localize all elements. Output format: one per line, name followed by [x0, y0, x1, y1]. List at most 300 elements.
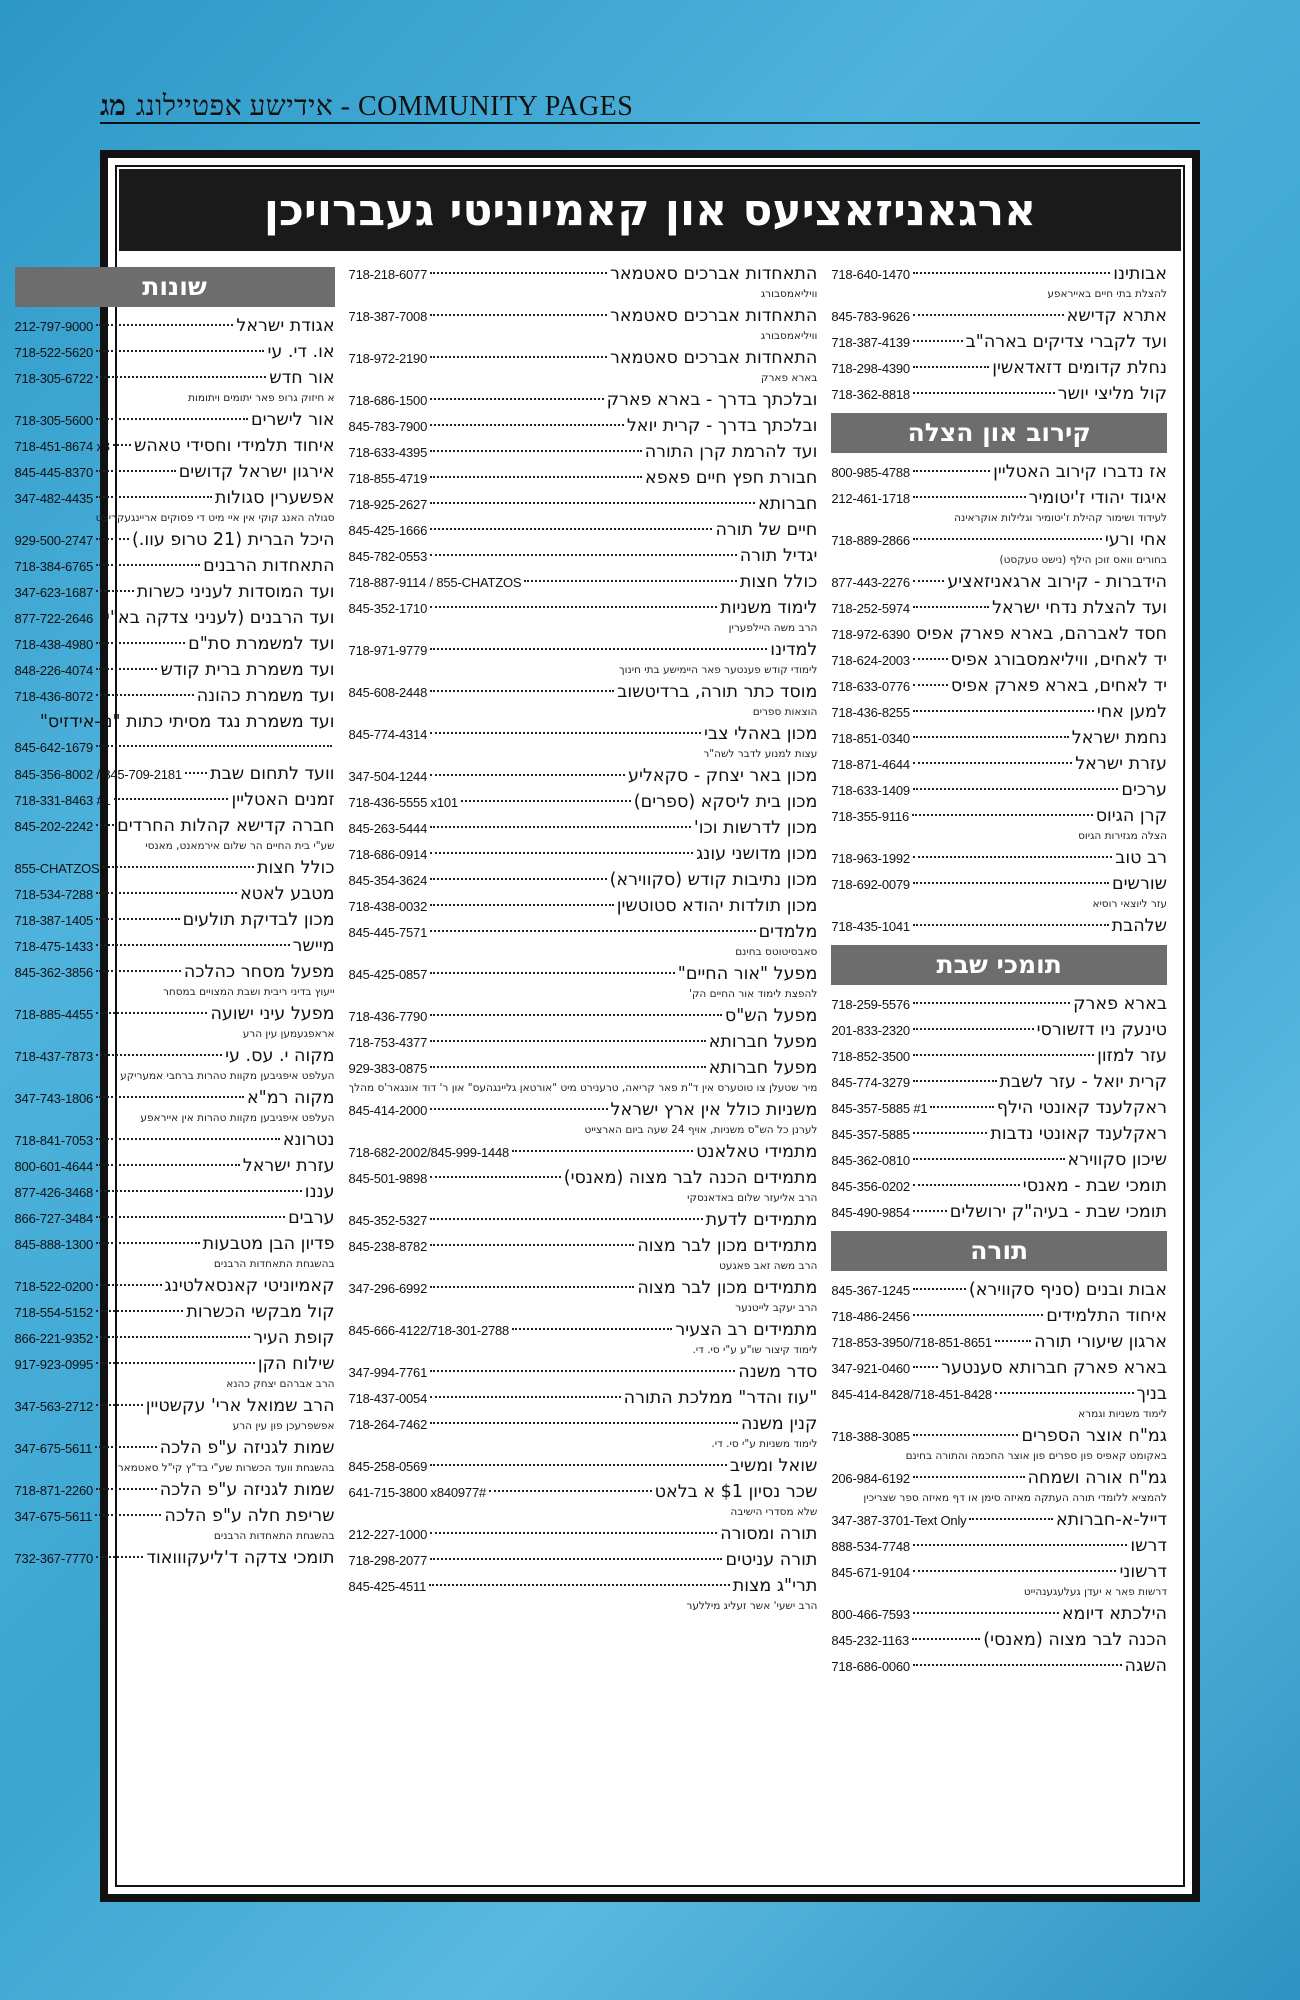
- phone-number[interactable]: 845-232-1163: [831, 1633, 909, 1648]
- directory-entry: [831, 1147, 1167, 1173]
- directory-entry: [349, 1521, 818, 1547]
- phone-number[interactable]: 718-963-1992: [831, 851, 910, 866]
- entry-row: [15, 813, 335, 839]
- dot-leader: [512, 1150, 693, 1152]
- directory-entry: [15, 339, 335, 365]
- directory-entry: [349, 1165, 818, 1207]
- organization-name: ראקלענד קאונטי הילף: [996, 1098, 1167, 1118]
- phone-number[interactable]: 718-437-0054: [348, 1391, 428, 1406]
- organization-name: מכון לדרשות וכו': [693, 818, 818, 838]
- phone-number[interactable]: 845-362-3856: [14, 965, 94, 980]
- phone-number[interactable]: 845-367-1245: [831, 1283, 910, 1298]
- entry-note: לימוד קיצור שו"ע ע"י סי. די.: [692, 1344, 818, 1356]
- phone-number[interactable]: 718-451-8674 x8: [14, 439, 110, 454]
- dot-leader: [430, 972, 675, 974]
- phone-number[interactable]: 845-258-0569: [348, 1459, 428, 1474]
- phone-number[interactable]: 718-871-4644: [831, 757, 910, 772]
- dot-leader: [430, 398, 603, 400]
- phone-number[interactable]: 845-608-2448: [348, 685, 428, 700]
- phone-number[interactable]: 732-367-7770: [14, 1551, 94, 1566]
- phone-number[interactable]: 718-633-1409: [831, 783, 910, 798]
- dot-leader: [913, 496, 1026, 498]
- dot-leader: [430, 272, 607, 274]
- entry-note: הרב יעקב לייטנער: [735, 1302, 818, 1314]
- phone-number[interactable]: 718-475-1433: [14, 939, 94, 954]
- phone-number[interactable]: 718-971-9779: [348, 643, 428, 658]
- organization-name: קול מליצי יושר: [1057, 384, 1167, 404]
- phone-number[interactable]: 718-686-0060: [831, 1659, 910, 1674]
- phone-number[interactable]: 845-888-1300: [14, 1237, 94, 1252]
- dot-leader: [430, 528, 712, 530]
- phone-number[interactable]: 917-923-0995: [14, 1357, 94, 1372]
- phone-number[interactable]: 845-774-4314: [348, 727, 428, 742]
- phone-number[interactable]: 877-426-3468: [14, 1185, 94, 1200]
- dot-leader: [430, 878, 607, 880]
- phone-number[interactable]: 845-263-5444: [348, 821, 428, 836]
- entry-row: [15, 709, 335, 735]
- directory-entry: [15, 1477, 335, 1503]
- directory-entry: [15, 683, 335, 709]
- organization-name: גמ"ח אורה ושמחה: [1027, 1468, 1167, 1488]
- directory-column: [831, 261, 1167, 1877]
- dot-leader: [430, 424, 624, 426]
- phone-number[interactable]: 718-753-4377: [348, 1035, 428, 1050]
- phone-number[interactable]: 845-425-4511: [348, 1579, 427, 1594]
- phone-number[interactable]: 641-715-3800 x840977#: [348, 1485, 487, 1500]
- phone-number[interactable]: 845-356-0202: [831, 1179, 910, 1194]
- organization-name: חבורת חפץ חיים פאפא: [645, 468, 818, 488]
- directory-entry: [349, 1479, 818, 1521]
- phone-number[interactable]: 845-352-1710: [348, 601, 428, 616]
- dot-leader: [96, 470, 176, 472]
- entry-row: [831, 1533, 1167, 1559]
- entry-row: [831, 699, 1167, 725]
- directory-entry: [349, 721, 818, 763]
- organization-name: למען אחי: [1096, 702, 1167, 722]
- organization-name: אז נדברו קירוב האטליין: [993, 462, 1167, 482]
- phone-number[interactable]: 866-727-3484: [14, 1211, 94, 1226]
- organization-name: אפשערין סגולות: [214, 488, 335, 508]
- phone-number[interactable]: 718-305-5600: [14, 413, 94, 428]
- phone-number[interactable]: 718-252-5974: [831, 601, 910, 616]
- organization-name: הרב שמואל ארי' עקשטיין: [145, 1396, 335, 1416]
- organization-name: או. די. עי: [267, 342, 335, 362]
- phone-number[interactable]: 718-331-8463 #1: [14, 793, 111, 808]
- phone-number[interactable]: 718-259-5576: [831, 997, 910, 1012]
- directory-entry: [349, 1055, 818, 1097]
- entry-row: [831, 1173, 1167, 1199]
- organization-name: ובלכתך בדרך - בארא פארק: [606, 390, 818, 410]
- dot-leader: [913, 606, 989, 608]
- dot-leader: [913, 736, 1069, 738]
- dot-leader: [913, 1544, 1127, 1546]
- organization-name: דייל-א-חברותא: [1055, 1510, 1167, 1530]
- phone-number[interactable]: 845-414-2000: [348, 1103, 428, 1118]
- organization-name: מקוה י. עס. עי: [225, 1046, 335, 1066]
- phone-number[interactable]: 718-387-7008: [348, 309, 428, 324]
- organization-name: תורה ומסורה: [720, 1524, 818, 1544]
- dot-leader: [430, 356, 607, 358]
- organization-name: ובלכתך בדרך - קרית יואל: [626, 416, 818, 436]
- phone-number[interactable]: 212-797-9000: [14, 319, 94, 334]
- directory-entry: [349, 1097, 818, 1139]
- phone-number[interactable]: 848-226-4074: [14, 663, 94, 678]
- dot-leader: [430, 732, 701, 734]
- entry-row: [831, 1017, 1167, 1043]
- phone-number[interactable]: 800-466-7593: [831, 1607, 910, 1622]
- directory-entry: [831, 1381, 1167, 1423]
- organization-name: בארא פארק חברותא סענטער: [941, 1358, 1167, 1378]
- phone-number[interactable]: 718-486-2456: [831, 1309, 910, 1324]
- entry-row: [15, 1477, 335, 1503]
- entry-row: [15, 1435, 335, 1461]
- entry-row: [15, 907, 335, 933]
- phone-number[interactable]: 845-362-0810: [831, 1153, 910, 1168]
- organization-name: ראקלענד קאונטי נדבות: [990, 1124, 1167, 1144]
- phone-number[interactable]: 718-624-2003: [831, 653, 910, 668]
- dot-leader: [430, 904, 614, 906]
- entry-note: העלפט איפגיבען מקוות טהרות ברחבי אמעריקע: [120, 1070, 335, 1082]
- phone-number[interactable]: 718-438-0032: [348, 899, 428, 914]
- phone-number[interactable]: 718-435-1041: [831, 919, 910, 934]
- phone-number[interactable]: 347-623-1687: [14, 585, 94, 600]
- dot-leader: [96, 1404, 143, 1406]
- phone-number[interactable]: 845-414-8428/718-451-8428: [831, 1387, 992, 1402]
- directory-entry: [831, 1601, 1167, 1627]
- entry-row: [831, 1465, 1167, 1491]
- phone-number[interactable]: 877-443-2276: [831, 575, 910, 590]
- organization-name: מפעל הש"ס: [724, 1006, 818, 1026]
- phone-number[interactable]: 718-871-2260: [14, 1483, 94, 1498]
- organization-name: ועד להרמת קרן התורה: [644, 442, 818, 462]
- phone-number[interactable]: 866-221-9352: [14, 1331, 94, 1346]
- phone-number[interactable]: 718-686-0914: [348, 847, 428, 862]
- directory-entry: [349, 569, 818, 595]
- phone-number[interactable]: 718-437-7873: [14, 1049, 94, 1064]
- phone-number[interactable]: 718-387-1405: [14, 913, 94, 928]
- phone-number[interactable]: 718-355-9116: [831, 809, 909, 824]
- dot-leader: [913, 1434, 1019, 1436]
- dot-leader: [430, 1532, 717, 1534]
- page-header-title: אידישע אפטיילונג - COMMUNITY PAGES: [135, 91, 634, 122]
- organization-name: אתרא קדישא: [1066, 306, 1167, 326]
- dot-leader: [430, 826, 691, 828]
- phone-number[interactable]: 206-984-6192: [831, 1471, 910, 1486]
- phone-number[interactable]: 718-218-6077: [348, 267, 428, 282]
- phone-number[interactable]: 718-889-2866: [831, 533, 910, 548]
- phone-number[interactable]: 718-692-0079: [831, 877, 910, 892]
- phone-number[interactable]: 718-972-2190: [348, 351, 428, 366]
- dot-leader: [913, 762, 1072, 764]
- directory-entry: [831, 803, 1167, 845]
- phone-number[interactable]: 718-885-4455: [14, 1007, 94, 1022]
- organization-name: מכון באר יצחק - סקאליע: [628, 766, 818, 786]
- entry-row: [15, 339, 335, 365]
- organization-name: מתמידים מכון לבר מצוה: [637, 1278, 818, 1298]
- phone-number[interactable]: 845-354-3624: [348, 873, 428, 888]
- entry-note: לערנן כל הש"ס משניות, אויף 24 שעה ביום הארצייט: [584, 1124, 818, 1136]
- phone-number[interactable]: 845-490-9854: [831, 1205, 910, 1220]
- phone-number[interactable]: 845-445-7571: [348, 925, 428, 940]
- dot-leader: [114, 798, 229, 800]
- phone-number[interactable]: 718-972-6390: [831, 627, 910, 642]
- phone-number[interactable]: 718-853-3950/718-851-8651: [831, 1335, 992, 1350]
- phone-number[interactable]: 718-640-1470: [831, 267, 910, 282]
- organization-name: מכון תולדות יהודא סטוטשין: [616, 896, 818, 916]
- entry-row: [349, 1411, 818, 1437]
- phone-number[interactable]: 718-522-5620: [14, 345, 94, 360]
- directory-entry: [831, 1507, 1167, 1533]
- phone-number[interactable]: 347-296-6992: [348, 1281, 428, 1296]
- dot-leader: [913, 1314, 1043, 1316]
- directory-entry: [349, 1411, 818, 1453]
- directory-entry: [349, 1453, 818, 1479]
- directory-entry: [831, 1355, 1167, 1381]
- phone-number[interactable]: 718-298-4390: [831, 361, 910, 376]
- entry-note: הצלה מגזירות הגיוס: [1078, 830, 1167, 842]
- category-header: תומכי שבת: [831, 945, 1167, 985]
- phone-number[interactable]: 718-298-2077: [348, 1553, 428, 1568]
- entry-note: העלפט איפגיבען מקוות טהרות אין אייראפע: [140, 1112, 335, 1124]
- organization-name: תרי"ג מצות: [732, 1576, 818, 1596]
- entry-row: [831, 845, 1167, 871]
- phone-number[interactable]: 845-774-3279: [831, 1075, 910, 1090]
- phone-number[interactable]: 347-387-3701-Text Only: [831, 1513, 967, 1528]
- entry-note: הרב אברהם יצחק כהנא: [226, 1378, 335, 1390]
- entry-row: [15, 1043, 335, 1069]
- phone-number[interactable]: 718-436-7790: [348, 1009, 428, 1024]
- entry-row: [831, 777, 1167, 803]
- organization-name: תורה עניטים: [725, 1550, 818, 1570]
- dot-leader: [96, 418, 248, 420]
- organization-name: עזרת ישראל: [242, 1156, 335, 1176]
- phone-number[interactable]: 845-352-5327: [348, 1213, 428, 1228]
- phone-number[interactable]: 718-436-8072: [14, 689, 94, 704]
- dot-leader: [430, 1108, 607, 1110]
- entry-row: [15, 407, 335, 433]
- directory-inner: [14, 158, 1192, 1894]
- phone-number[interactable]: 718-925-2627: [348, 497, 428, 512]
- dot-leader: [430, 774, 625, 776]
- organization-name: מכון נתיבות קודש (סקווירא): [609, 870, 818, 890]
- phone-number[interactable]: 212-227-1000: [348, 1527, 428, 1542]
- phone-number[interactable]: 718-438-4980: [14, 637, 94, 652]
- dot-leader: [96, 668, 157, 670]
- entry-note: אראפגעמען עין הרע: [242, 1028, 335, 1040]
- entry-note: בארא פארק: [761, 372, 818, 384]
- phone-number[interactable]: 855-CHATZOS: [14, 861, 100, 876]
- organization-name: חסד לאברהם, בארא פארק אפיס: [915, 624, 1167, 644]
- phone-number[interactable]: 718-522-0200: [14, 1279, 94, 1294]
- phone-number[interactable]: 845-356-8002 / 845-709-2181: [14, 767, 182, 782]
- directory-entry: [831, 485, 1167, 527]
- organization-name: דרשו: [1130, 1536, 1167, 1556]
- directory-entry: [15, 1503, 335, 1545]
- organization-name: איחוד התלמידים: [1046, 1306, 1167, 1326]
- phone-number[interactable]: 347-563-2712: [14, 1399, 94, 1414]
- phone-number[interactable]: 347-675-5611: [14, 1509, 93, 1524]
- phone-number[interactable]: 718-686-1500: [348, 393, 428, 408]
- phone-number[interactable]: 845-425-1666: [348, 523, 428, 538]
- directory-entry: [15, 1153, 335, 1179]
- directory-entry: [349, 303, 818, 345]
- entry-row: [349, 1097, 818, 1123]
- phone-number[interactable]: 718-887-9114 / 855-CHATZOS: [348, 575, 522, 590]
- phone-number[interactable]: 718-264-7462: [348, 1417, 428, 1432]
- dot-leader: [430, 1558, 722, 1560]
- dot-leader: [430, 1014, 722, 1016]
- dot-leader: [96, 1488, 157, 1490]
- phone-number[interactable]: 845-671-9104: [831, 1565, 910, 1580]
- organization-name: מכון באהלי צבי: [704, 724, 818, 744]
- phone-number[interactable]: 201-833-2320: [831, 1023, 910, 1038]
- dot-leader: [912, 1638, 980, 1640]
- entry-row: [349, 595, 818, 621]
- phone-number[interactable]: 845-357-5885: [831, 1127, 910, 1142]
- organization-name: טינעק ניו דזשורסי: [1036, 1020, 1167, 1040]
- page-number: מג: [100, 91, 126, 122]
- dot-leader: [430, 690, 614, 692]
- entry-row: [349, 1453, 818, 1479]
- phone-number[interactable]: 718-554-5152: [14, 1305, 94, 1320]
- phone-number[interactable]: 718-633-0776: [831, 679, 910, 694]
- phone-number[interactable]: 718-534-7288: [14, 887, 94, 902]
- phone-number[interactable]: 845-642-1679: [14, 740, 94, 755]
- entry-note: להמציא ללומדי תורה העתקה מאיזה סימן או דף מאיזה ספר שצריכין: [863, 1492, 1167, 1504]
- organization-name: שריפת חלה ע"פ הלכה: [164, 1506, 335, 1526]
- phone-number[interactable]: 347-482-4435: [14, 491, 94, 506]
- directory-entry: [15, 1273, 335, 1299]
- dot-leader: [185, 772, 207, 774]
- dot-leader: [913, 392, 1055, 394]
- phone-number[interactable]: 718-305-6722: [14, 371, 94, 386]
- phone-number[interactable]: 845-666-4122/718-301-2788: [348, 1323, 510, 1338]
- phone-number[interactable]: 929-383-0875: [348, 1061, 428, 1076]
- entry-row: [15, 1503, 335, 1529]
- organization-name: ועד לקברי צדיקים בארה"ב: [965, 332, 1167, 352]
- directory-entry: [15, 553, 335, 579]
- phone-number[interactable]: 718-362-8818: [831, 387, 910, 402]
- organization-name: נטרונא: [282, 1130, 335, 1150]
- page-header: [100, 88, 1200, 124]
- organization-name: ועד למשמרת סת"ם: [188, 634, 335, 654]
- entry-row: [15, 683, 335, 709]
- organization-name: נחמת ישראל: [1071, 728, 1167, 748]
- dot-leader: [913, 1002, 1070, 1004]
- phone-number[interactable]: 718-384-6765: [14, 559, 94, 574]
- phone-number[interactable]: 845-445-8370: [14, 465, 94, 480]
- organization-name: מתמידים מכון לבר מצוה: [637, 1236, 818, 1256]
- entry-note: סאבסיטוטס בחינם: [735, 946, 818, 958]
- organization-name: מתמידי טאלאנט: [696, 1142, 818, 1162]
- directory-entry: [15, 1299, 335, 1325]
- phone-number[interactable]: 845-357-5885 #1: [831, 1101, 928, 1116]
- phone-number[interactable]: 347-994-7761: [348, 1365, 428, 1380]
- organization-name: כולל חצות: [256, 858, 335, 878]
- organization-name: סדר משנה: [738, 1362, 818, 1382]
- phone-number[interactable]: 718-851-0340: [831, 731, 910, 746]
- dot-leader: [103, 866, 254, 868]
- phone-number[interactable]: 347-743-1806: [14, 1091, 94, 1106]
- phone-number[interactable]: 718-855-4719: [348, 471, 428, 486]
- phone-number[interactable]: 718-633-4395: [348, 445, 428, 460]
- directory-frame: [14, 150, 1200, 1902]
- entry-row: [831, 725, 1167, 751]
- phone-number[interactable]: 845-238-8782: [348, 1239, 428, 1254]
- entry-row: [15, 1153, 335, 1179]
- organization-name: קרית יואל - עזר לשבת: [999, 1072, 1167, 1092]
- directory-entry: [15, 407, 335, 433]
- directory-entry: [349, 919, 818, 961]
- phone-number[interactable]: 888-534-7748: [831, 1539, 910, 1554]
- phone-number[interactable]: 877-722-2646: [14, 611, 94, 626]
- phone-number[interactable]: 718-388-3085: [831, 1429, 910, 1444]
- phone-number[interactable]: 845-501-9898: [348, 1171, 428, 1186]
- directory-entry: [349, 1139, 818, 1165]
- dot-leader: [430, 314, 607, 316]
- phone-number[interactable]: 929-500-2747: [14, 533, 94, 548]
- entry-row: [15, 631, 335, 657]
- phone-number[interactable]: 845-782-0553: [348, 549, 428, 564]
- phone-number[interactable]: 800-985-4788: [831, 465, 910, 480]
- directory-entry: [15, 959, 335, 1001]
- entry-note: עצות למנוע לדבר לשה"ר: [703, 748, 818, 760]
- phone-number[interactable]: 718-852-3500: [831, 1049, 910, 1064]
- dot-leader: [913, 1028, 1034, 1030]
- phone-number[interactable]: 845-425-0857: [348, 967, 428, 982]
- organization-name: יד לאחים, בארא פארק אפיס: [950, 676, 1167, 696]
- phone-number[interactable]: 845-783-9626: [831, 309, 910, 324]
- directory-entry: [15, 855, 335, 881]
- dot-leader: [96, 1054, 222, 1056]
- directory-entry: [15, 657, 335, 683]
- entry-row: [15, 761, 335, 787]
- phone-number[interactable]: 347-504-1244: [348, 769, 428, 784]
- directory-entry: [349, 261, 818, 303]
- phone-number[interactable]: 347-921-0460: [831, 1361, 910, 1376]
- phone-number[interactable]: 845-202-2242: [14, 819, 94, 834]
- organization-name: פדיון הבן מטבעות: [202, 1234, 335, 1254]
- phone-number[interactable]: 718-436-5555 x101: [348, 795, 458, 810]
- phone-number[interactable]: 718-387-4139: [831, 335, 910, 350]
- entry-row: [349, 1207, 818, 1233]
- organization-name: תומכי צדקה ד'ליעקווואוד: [146, 1548, 335, 1568]
- entry-row: [15, 1231, 335, 1257]
- entry-note: הרב ישעי' אשר זעליג מיללער: [686, 1600, 818, 1612]
- entry-row: [349, 387, 818, 413]
- organization-name: איגוד יהודי ז'יטומיר: [1028, 488, 1167, 508]
- entry-row: [349, 1479, 818, 1505]
- phone-number[interactable]: 718-841-7053: [14, 1133, 94, 1148]
- entry-row: [349, 1003, 818, 1029]
- phone-number[interactable]: 845-783-7900: [348, 419, 428, 434]
- organization-name: ועד משמרת כהונה: [196, 686, 335, 706]
- phone-number[interactable]: 800-601-4644: [14, 1159, 94, 1174]
- phone-number[interactable]: 718-682-2002/845-999-1448: [348, 1145, 510, 1160]
- organization-name: ועד המוסדות לעניני כשרות: [136, 582, 335, 602]
- entry-note: להצלת בתי חיים באייראפע: [1047, 288, 1167, 300]
- directory-entry: [15, 1127, 335, 1153]
- entry-row: [831, 485, 1167, 511]
- phone-number[interactable]: 347-675-5611: [14, 1441, 93, 1456]
- phone-number[interactable]: 212-461-1718: [831, 491, 910, 506]
- phone-number[interactable]: 718-436-8255: [831, 705, 910, 720]
- entry-row: [349, 815, 818, 841]
- organization-name: מפעל עיני ישועה: [210, 1004, 335, 1024]
- directory-entry: [349, 1547, 818, 1573]
- entry-row: [831, 913, 1167, 939]
- directory-column: [349, 261, 818, 1877]
